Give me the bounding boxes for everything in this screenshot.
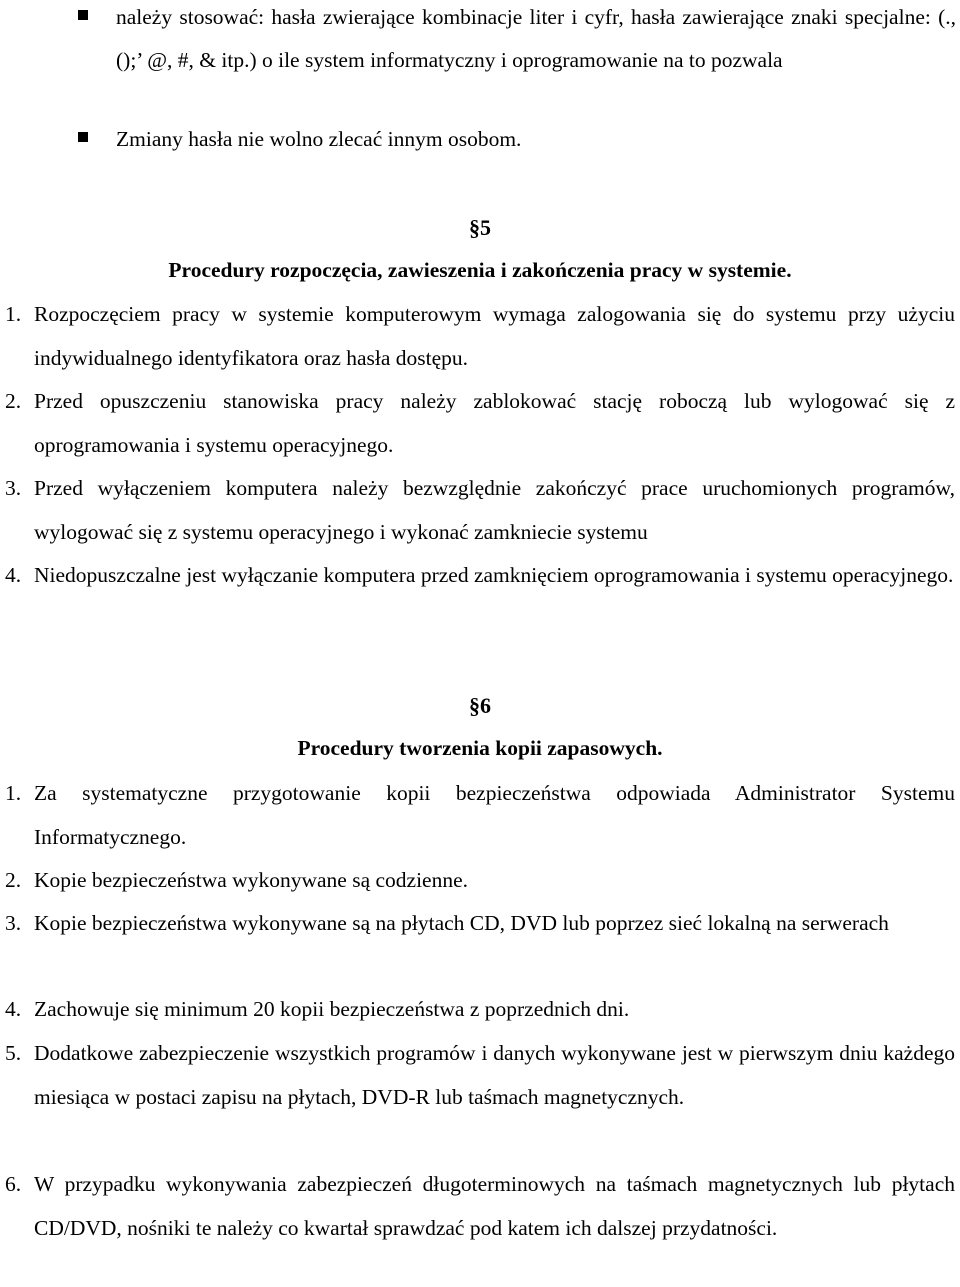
list-item [5, 554, 955, 598]
bullet-item [78, 118, 956, 161]
list-item-text: Kopie bezpieczeństwa wykonywane są na płytach CD, DVD lub poprzez sieć lokalną na serwerach [34, 911, 889, 935]
square-bullet-icon [78, 10, 88, 20]
list-item-text: Przed opuszczeniu stanowiska pracy należy zablokować stację roboczą lub wylogować się z oprogramowania i systemu operacyjnego. [34, 389, 955, 457]
list-item-text: Zachowuje się minimum 20 kopii bezpieczeństwa z poprzednich dni. [34, 997, 630, 1021]
list-item-text: Przed wyłączeniem komputera należy bezwzględnie zakończyć prace uruchomionych programów, wylogować się z systemu operacyjnego i wykonać zamkniecie systemu [34, 476, 955, 544]
section-sign: § [469, 693, 480, 718]
list-item-text: Za systematyczne przygotowanie kopii bezpieczeństwa odpowiada Administrator Systemu Informatycznego. [34, 781, 955, 849]
list-item [5, 859, 955, 903]
list-item-text: Rozpoczęciem pracy w systemie komputerowym wymaga zalogowania się do systemu przy użyciu indywidualnego identyfikatora oraz hasła dostępu. [34, 302, 955, 370]
list-item-text: Dodatkowe zabezpieczenie wszystkich programów i danych wykonywane jest w pierwszym dniu każdego miesiąca w postaci zapisu na płytach, DVD-R lub taśmach magnetycznych. [34, 1041, 955, 1109]
list-item [5, 293, 955, 380]
list-item [5, 1032, 955, 1119]
list-item-number: 1. [5, 302, 22, 326]
list-item [5, 1163, 955, 1250]
list-item-number: 3. [5, 476, 22, 500]
list-item-number: 2. [5, 868, 22, 892]
bullet-text: Zmiany hasła nie wolno zlecać innym osobom. [116, 127, 522, 151]
list-item-number: 5. [5, 1041, 22, 1065]
list-item-number: 1. [5, 781, 22, 805]
list-item-number: 3. [5, 911, 22, 935]
list-item-text: W przypadku wykonywania zabezpieczeń długoterminowych na taśmach magnetycznych lub płytach CD/DVD, nośniki te należy co kwartał sprawdzać pod katem ich dalszej przydatności. [34, 1172, 955, 1240]
section-6-heading [0, 693, 960, 719]
list-item-number: 4. [5, 997, 22, 1021]
list-item-text: Kopie bezpieczeństwa wykonywane są codzienne. [34, 868, 468, 892]
bullet-text: należy stosować: hasła zwierające kombinacje liter i cyfr, hasła zawierające znaki specjalne: (.,();’ @, #, & itp.) o ile system informatyczny i oprogramowanie na to pozwala [116, 5, 956, 72]
list-item [5, 988, 955, 1032]
section-5-heading [0, 215, 960, 241]
list-item [5, 902, 955, 946]
section-6-title: Procedury tworzenia kopii zapasowych. [297, 736, 663, 760]
list-item [5, 380, 955, 467]
section-number: 5 [480, 215, 491, 240]
list-item-number: 4. [5, 563, 22, 587]
list-item [5, 467, 955, 554]
section-number: 6 [480, 693, 491, 718]
bullet-item [78, 0, 956, 82]
section-sign: § [469, 215, 480, 240]
list-item-number: 6. [5, 1172, 22, 1196]
list-item-number: 2. [5, 389, 22, 413]
list-item [5, 772, 955, 859]
list-item-text: Niedopuszczalne jest wyłączanie komputera przed zamknięciem oprogramowania i systemu operacyjnego. [34, 563, 954, 587]
square-bullet-icon [78, 132, 88, 142]
section-5-title: Procedury rozpoczęcia, zawieszenia i zakończenia pracy w systemie. [168, 258, 792, 282]
